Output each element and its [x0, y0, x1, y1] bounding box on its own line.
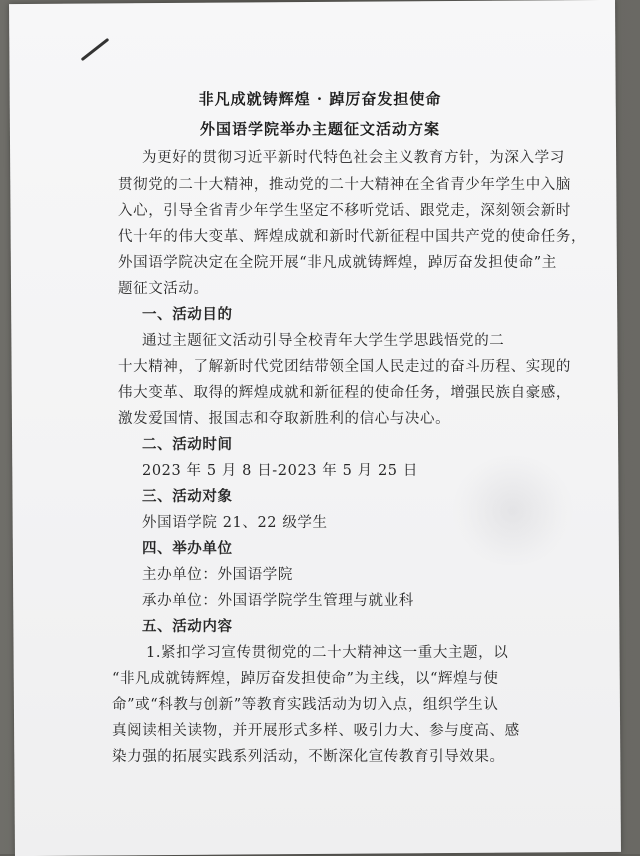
- faint-seal-stamp: [452, 455, 573, 566]
- intro-line-4: 代十年的伟大变革、辉煌成就和新时代新征程中国共产党的使命任务，: [118, 229, 587, 245]
- intro-line-1: 为更好的贯彻习近平新时代特色社会主义教育方针，为深入学习: [142, 150, 565, 166]
- section-1-line-2: 十大精神，了解新时代党团结带领全国人民走过的奋斗历程、实现的: [118, 359, 571, 375]
- document-subtitle: 外国语学院举办主题征文活动方案: [199, 120, 440, 138]
- section-5-line-2: “非凡成就铸辉煌，踔厉奋发担使命”为主线，以“辉煌与使: [112, 671, 499, 687]
- section-1-line-4: 激发爱国情、报国志和夺取新胜利的信心与决心。: [118, 411, 451, 427]
- section-5-line-3: 命”或“科教与创新”等教育实践活动为切入点，组织学生认: [112, 697, 499, 713]
- section-1-line-3: 伟大变革、取得的辉煌成就和新征程的使命任务，增强民族自豪感，: [118, 385, 571, 401]
- intro-line-3: 入心，引导全省青少年学生坚定不移听党话、跟党走，深刻领会新时: [118, 203, 571, 219]
- document-title: 非凡成就铸辉煌 · 踔厉奋发担使命: [198, 90, 442, 108]
- section-1-line-1: 通过主题征文活动引导全校青年大学生学思践悟党的二: [142, 333, 505, 349]
- section-3-text: 外国语学院 21、22 级学生: [142, 515, 328, 531]
- section-5-heading: 五、活动内容: [142, 618, 233, 635]
- intro-line-5: 外国语学院决定在全院开展“非凡成就铸辉煌，踔厉奋发担使命”主: [118, 255, 557, 271]
- section-4-host: 主办单位：外国语学院: [142, 567, 293, 583]
- section-2-heading: 二、活动时间: [142, 436, 233, 453]
- section-5-line-5: 染力强的拓展实践系列活动，不断深化宣传教育引导效果。: [112, 749, 505, 765]
- section-4-heading: 四、举办单位: [142, 540, 233, 557]
- section-3-heading: 三、活动对象: [142, 488, 233, 505]
- section-4-organizer: 承办单位：外国语学院学生管理与就业科: [142, 593, 414, 609]
- section-5-line-1: 1.紧扣学习宣传贯彻党的二十大精神这一重大主题，以: [146, 645, 509, 661]
- intro-line-2: 贯彻党的二十大精神，推动党的二十大精神在全省青少年学生中入脑: [118, 177, 571, 193]
- section-1-heading: 一、活动目的: [142, 306, 233, 323]
- section-2-text: 2023 年 5 月 8 日-2023 年 5 月 25 日: [142, 463, 418, 479]
- intro-line-6: 题征文活动。: [118, 281, 209, 297]
- section-5-line-4: 真阅读相关读物，并开展形式多样、吸引力大、参与度高、感: [112, 723, 520, 739]
